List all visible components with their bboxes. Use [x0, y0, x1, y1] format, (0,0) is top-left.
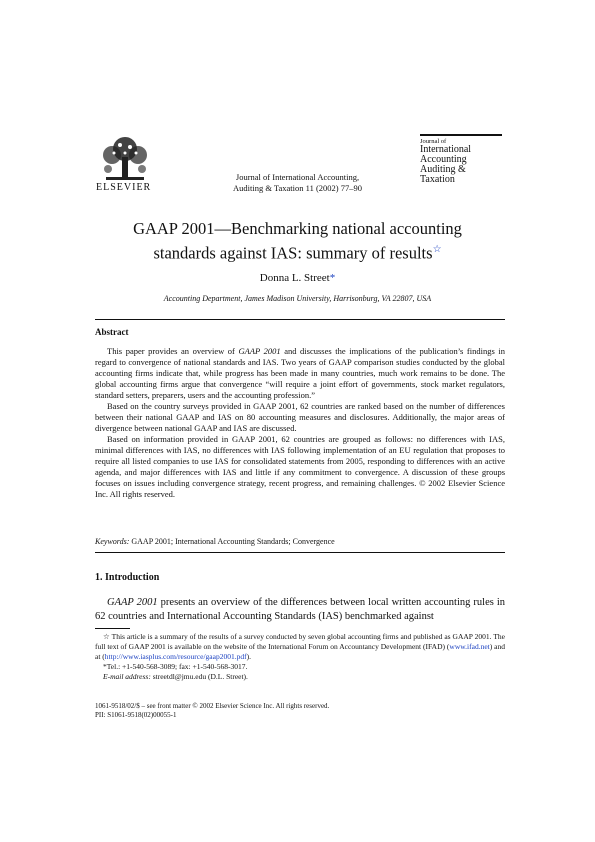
journal-box-line4: Taxation — [420, 174, 455, 185]
journal-box-line3: Auditing & — [420, 164, 466, 175]
journal-box-line1: International — [420, 144, 472, 155]
copyright-line: 1061-9518/02/$ – see front matter © 2002 Elsevier Science Inc. All rights reserved. — [95, 702, 330, 710]
keywords-label: Keywords: — [95, 537, 130, 546]
footnote-1-end: ). — [246, 652, 251, 661]
affiliation: Accounting Department, James Madison University, Harrisonburg, VA 22807, USA — [163, 294, 432, 303]
author — [0, 272, 595, 284]
introduction-text — [95, 596, 505, 624]
journal-box-small: Journal of — [420, 138, 447, 145]
journal-citation-line2: Auditing & Taxation 11 (2002) 77–90 — [232, 183, 363, 193]
publisher-name: ELSEVIER — [96, 182, 152, 193]
abstract-p1-start: This paper provides an overview of — [107, 346, 239, 356]
title-line2: standards against IAS: summary of results — [153, 243, 433, 263]
footnote-1 — [95, 632, 505, 662]
ifad-link[interactable]: www.ifad.net — [449, 642, 490, 651]
keywords — [95, 537, 335, 546]
abstract-paragraph-2: Based on the country surveys provided in GAAP 2001, 62 countries are ranked based on the number of differences between their national GAAP and IAS on 80 accounting measures and disclosures. Additionally, the major areas of divergence between national GAAP and IAS are discussed. — [95, 401, 505, 433]
author-footnote-mark[interactable]: * — [329, 272, 336, 284]
author-name: Donna L. Street — [259, 272, 330, 284]
footnote-email — [95, 672, 505, 682]
footnote-1-text: ☆ This article is a summary of the results of a survey conducted by seven global accounting firms and published as GAAP 2001. The full text of GAAP 2001 is available on the website of the International Forum on Accountancy Development (IFAD) ( — [95, 632, 505, 651]
abstract-p1-end: and discusses the implications of the publication’s findings in regard to convergence of national standards and IAS. Two years of GAAP comparison studies conducted by the global accounting firms indicate that, while progress has been made in many countries, much work remains to be done. The global accounting firms argue that convergence “will require a joint effort of governments, stock market regulators, standard setters, preparers, users and the accounting profession.” — [95, 346, 505, 400]
email-address: streetdl@jmu.edu (D.L. Street). — [150, 672, 248, 681]
intro-body: presents an overview of the differences between local written accounting rules in 62 countries and International Accounting Standards (IAS) benchmarked against — [95, 597, 505, 622]
abstract-p1-emphasis: GAAP 2001 — [238, 346, 281, 356]
footnote-1-mid: ) and at ( — [95, 642, 505, 661]
footnotes — [95, 632, 505, 682]
article-title — [95, 218, 500, 264]
iasplus-link[interactable]: http://www.iasplus.com/resource/gaap2001.pdf — [104, 652, 247, 661]
abstract-paragraph-3: Based on information provided in GAAP 2001, 62 countries are grouped as follows: no differences with IAS, minimal differences with IAS, no differences with IAS following implementation of an EU regulation that proposes to require all listed companies to use IAS for consolidated statements from 2005, responding to differences with an active agenda, and major differences with IAS and little if any commitment to convergence. A discussion of these groups focuses on issues including convergence strategy, recent progress, and remaining challenges. © 2002 Elsevier Science Inc. All rights reserved. — [95, 434, 505, 499]
front-matter-info — [95, 702, 329, 720]
section-heading: 1. Introduction — [95, 572, 160, 583]
title-footnote-mark[interactable]: ☆ — [432, 244, 442, 255]
keywords-list: GAAP 2001; International Accounting Standards; Convergence — [129, 537, 335, 546]
abstract-paragraph-1 — [95, 346, 505, 401]
journal-logo-box — [420, 134, 502, 185]
abstract-top-rule — [95, 319, 505, 320]
title-line1: GAAP 2001—Benchmarking national accounting — [133, 219, 462, 238]
abstract-heading: Abstract — [95, 327, 129, 337]
footnote-rule — [95, 628, 130, 629]
intro-emphasis: GAAP 2001 — [107, 597, 158, 608]
email-label: E-mail address: — [103, 672, 151, 681]
pii-line: PII: S1061-9518(02)00055-1 — [95, 711, 177, 719]
journal-box-line2: Accounting — [420, 154, 467, 165]
abstract-bottom-rule — [95, 552, 505, 553]
abstract-body — [95, 346, 505, 500]
journal-citation-line1: Journal of International Accounting, — [235, 172, 360, 182]
footnote-tel: *Tel.: +1-540-568-3089; fax: +1-540-568-3017. — [103, 662, 248, 671]
